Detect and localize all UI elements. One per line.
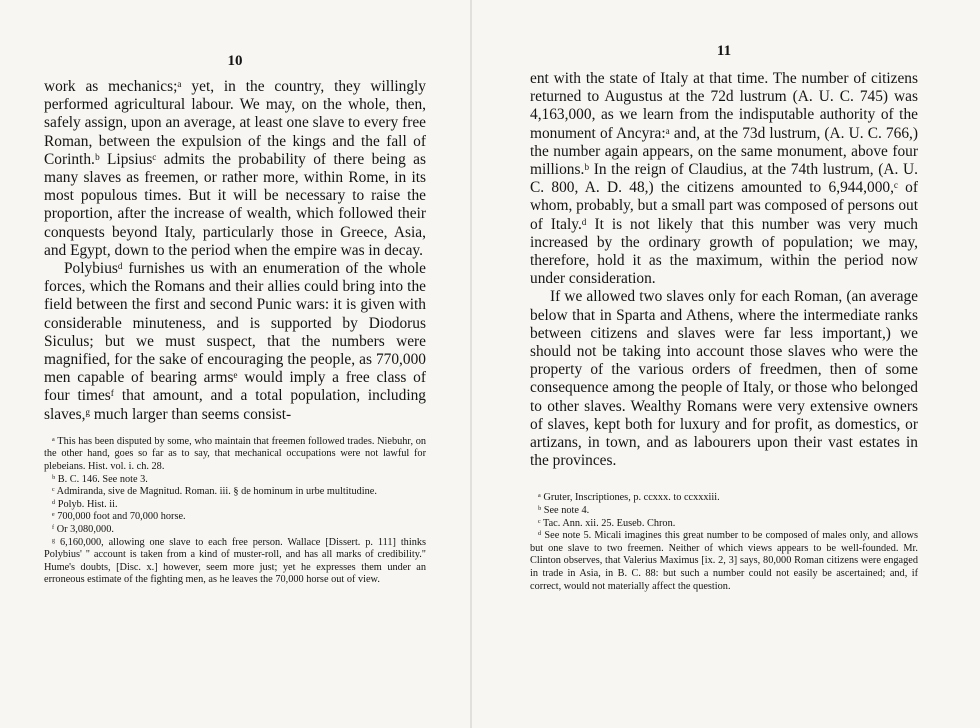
right-page [530,0,918,593]
footnote: ᵃ Gruter, Inscriptiones, p. ccxxx. to ccxxxiii. [538,492,720,504]
footnote: ᵇ See note 4. [538,505,590,517]
footnote: ᶜ Admiranda, sive de Magnitud. Roman. iii. § de hominum in urbe multitudine. [52,486,377,498]
footnote: ᵈ Polyb. Hist. ii. [52,498,118,510]
footnote: ᶠ Or 3,080,000. [52,524,114,536]
footnotes [530,492,918,593]
page-number: 10 [227,53,243,69]
paragraph: ent with the state of Italy at that time. The number of citizens returned to Augustus at the 72d lustrum (A. U. C. 745) was 4,163,000, as we learn from the indisputable authority of the monument of Ancyra:ᵃ and, at the 73d lustrum, (A. U. C. 766,) the number again appears, on the same monument, above four millions.ᵇ In the reign of Claudius, at the 74th lustrum, (A. U. C. 800, A. D. 48,) the citizens amounted to 6,944,000,ᶜ of whom, probably, but a small part was composed of persons out of Italy.ᵈ It is not likely that this number was very much increased by the ordinary growth of population; we may, therefore, hold it as the maximum, within the period now under consideration. [530,70,918,288]
footnote: ᵇ B. C. 146. See note 3. [52,473,148,485]
left-page [44,0,426,587]
paragraph: Polybiusᵈ furnishes us with an enumeration of the whole forces, which the Romans and their allies could bring into the field between the first and second Punic wars: it is given with considerable minuteness, and is supported by Diodorus Siculus; but we must suspect, that the numbers were magnified, for the sake of encouraging the people, as 770,000 men capable of bearing armsᵉ would imply a free class of four timesᶠ that amount, and a total population, including slaves,ᵍ much larger than seems consist- [44,260,426,423]
paragraph: work as mechanics;ᵃ yet, in the country, they willingly performed agricultural labour. We may, on the whole, then, safely assign, upon an average, at least one slave to every free Roman, between the expulsion of the kings and the fall of Corinth.ᵇ Lipsiusᶜ admits the probability of there being as many slaves as freemen, or rather more, within Rome, in its most populous times. But it will be necessary to raise the proportion, after the increase of wealth, which followed their conquests beyond Italy, particularly those in Greece, Asia, and Egypt, down to the period when the empire was in decay. [44,78,426,259]
footnote: ᵃ This has been disputed by some, who maintain that freemen followed trades. Niebuhr, on the other hand, goes so far as to say, that mechanical occupations were not lawful for plebeians. Hist. vol. i. ch. 28. [44,435,426,473]
footnote: ᵉ 700,000 foot and 70,000 horse. [52,511,186,523]
body-text [530,70,918,470]
book-gutter [470,0,472,728]
body-text [44,78,426,424]
footnote: ᶜ Tac. Ann. xii. 25. Euseb. Chron. [538,517,676,529]
paragraph: If we allowed two slaves only for each Roman, (an average below that in Sparta and Athens, where the intermediate ranks between citizens and slaves were far less important,) we should not be taking into account those slaves who were the property of the various orders of freedmen, then of some consequence among the people of Italy, or those who belonged to other slaves. Wealthy Romans were very extensive owners of slaves, kept both for luxury and for profit, as domestics, or artizans, in town, and as labourers upon their vast estates in the provinces. [530,288,918,470]
footnote: ᵈ See note 5. Micali imagines this great number to be composed of males only, and allows but one slave to two freemen. Neither of which views appears to be well-founded. Mr. Clinton observes, that Valerius Maximus [ix. 2, 3] says, 80,000 Roman citizens were engaged in trade in Asia, in B. C. 88: but such a number could not easily be ascertained; and, if correct, would not materially affect the question. [530,530,918,592]
footnotes [44,436,426,587]
footnote: ᵍ 6,160,000, allowing one slave to each free person. Wallace [Dissert. p. 111] thinks Polybius' " account is taken from a kind of muster-roll, and has all marks of credibility." Hume's doubts, [Disc. x.] however, seem more just; yet he expresses them under an erroneous estimate of the fighting men, as he leaves the 70,000 horse out of view. [44,536,426,586]
page-number: 11 [716,43,732,59]
